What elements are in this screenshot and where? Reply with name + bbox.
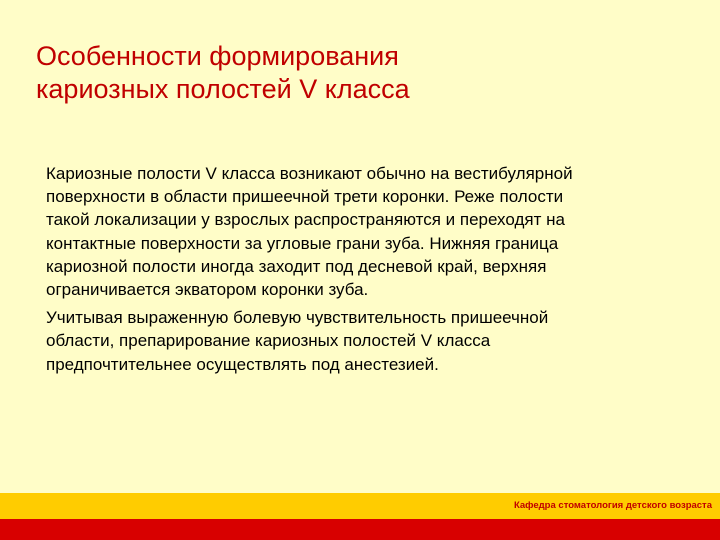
body-line: Кариозные полости V класса возникают обычно на вестибулярной [46,164,573,183]
body-line: Учитывая выраженную болевую чувствительность пришеечной [46,308,549,328]
body-paragraph [46,306,686,376]
slide-title [36,40,686,106]
footer-department-label: Кафедра стоматология детского возраста [513,500,712,511]
body-line: кариозной полости иногда заходит под десневой край, верхняя [46,256,547,276]
body-line: предпочтительнее осуществлять под анестезией. [46,354,439,374]
body-line: поверхности в области пришеечной трети коронки. Реже полости [46,187,564,207]
body-line: контактные поверхности за угловые грани зуба. Нижняя граница [46,233,559,253]
body-line: ограничивается экватором коронки зуба. [46,280,369,300]
slide-title-line: кариозных полостей V класса [36,74,410,104]
footer-band-red [0,519,720,540]
slide-title-line: Особенности формирования [36,41,399,71]
body-line: области, препарирование кариозных полостей V класса [46,331,491,351]
body-paragraph [46,162,686,301]
slide-body [46,162,686,381]
body-line: такой локализации у взрослых распространяются и переходят на [46,210,565,230]
